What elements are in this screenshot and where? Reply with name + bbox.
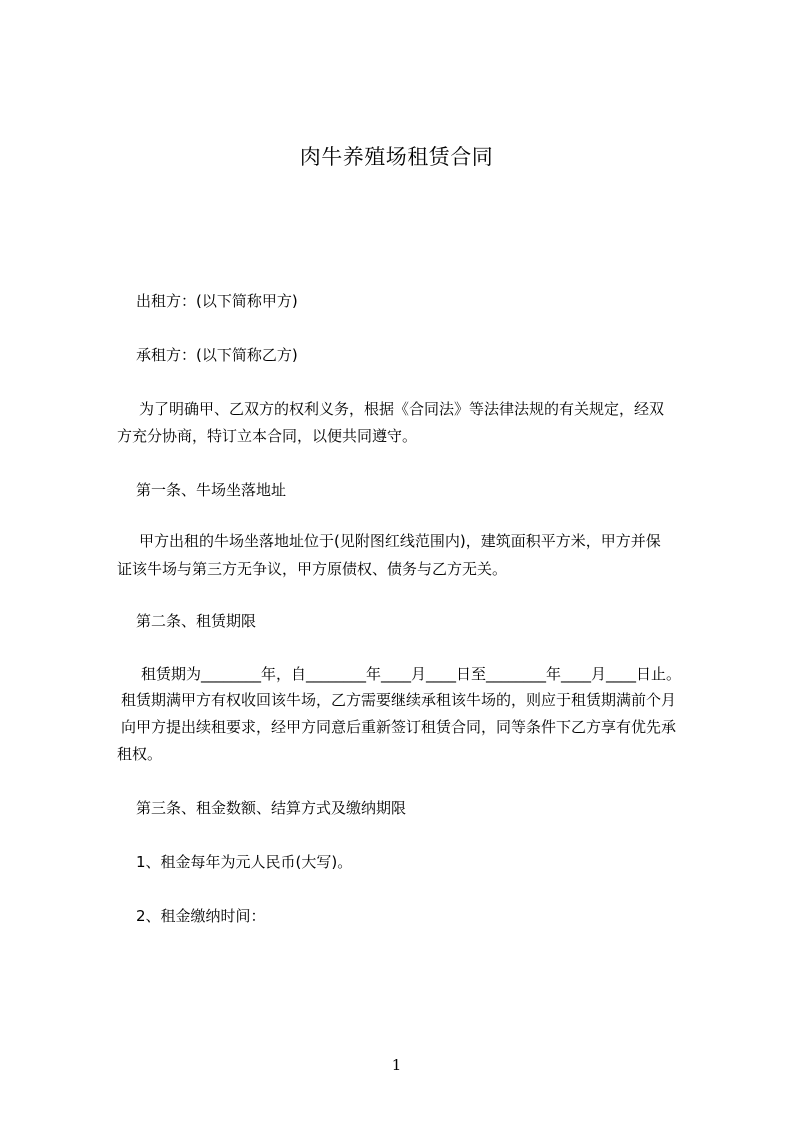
article1-line-2: 证该牛场与第三方无争议，甲方原债权、债务与乙方无关。 [117,560,508,578]
article2-line-2: 租赁期满甲方有权收回该牛场，乙方需要继续承租该牛场的，则应于租赁期满前个月 [121,691,677,709]
article3-heading: 第三条、租金数额、结算方式及缴纳期限 [136,799,407,817]
article1-line-1: 甲方出租的牛场坐落地址位于(见附图红线范围内)，建筑面积平方米，甲方并保 [139,532,661,550]
lessor-line: 出租方：(以下简称甲方) [136,292,298,310]
lessee-line: 承租方：(以下简称乙方) [136,346,298,364]
article3-item-2: 2、租金缴纳时间： [136,907,266,925]
document-title: 肉牛养殖场租赁合同 [299,145,494,169]
article2-line-1: 租赁期为________年，自________年____月____日至________年____月____日止。 [141,665,682,683]
article1-heading: 第一条、牛场坐落地址 [136,481,287,499]
article2-line-4: 租权。 [117,745,163,763]
preamble-line-1: 为了明确甲、乙双方的权利义务，根据《合同法》等法律法规的有关规定，经双 [139,400,665,418]
article2-line-3: 向甲方提出续租要求，经甲方同意后重新签订租赁合同，同等条件下乙方享有优先承 [121,718,677,736]
article3-item-1: 1、租金每年为元人民币(大写)。 [136,853,353,871]
preamble-line-2: 方充分协商，特订立本合同，以便共同遵守。 [117,427,418,445]
page-number: 1 [391,1056,402,1074]
article2-heading: 第二条、租赁期限 [136,612,257,630]
